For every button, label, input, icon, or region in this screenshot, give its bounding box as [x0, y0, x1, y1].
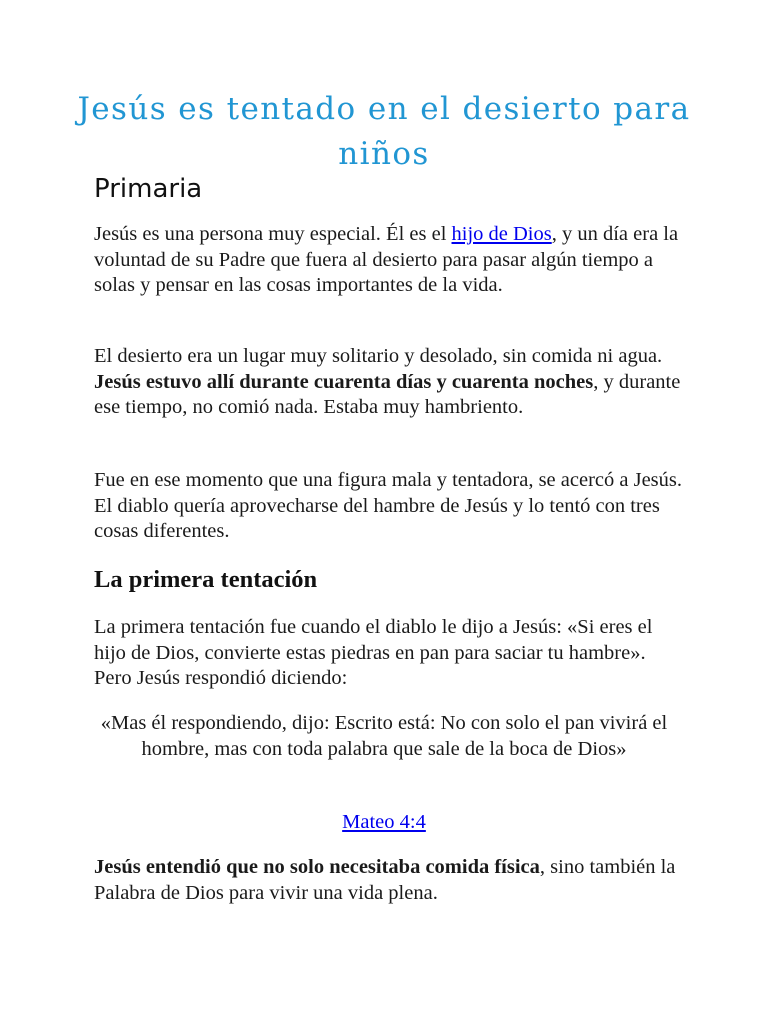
hijo-de-dios-link[interactable]: hijo de Dios — [451, 223, 552, 245]
paragraph-first-temptation: La primera tentación fue cuando el diablo le dijo a Jesús: «Si eres el hijo de Dios, convierte estas piedras en pan para saciar tu hambre». Pero Jesús respondió diciendo: — [94, 616, 653, 689]
paragraph-intro-text-1: Jesús es una persona muy especial. Él es el — [94, 223, 452, 245]
paragraph-desert — [94, 344, 684, 421]
paragraph-intro-text-2: , y un día era la voluntad de su Padre que fuera al desierto para pasar algún tiempo a solas y pensar en las cosas importantes de la vida. — [94, 223, 679, 296]
scripture-reference — [94, 810, 674, 836]
paragraph-conclusion-bold: Jesús entendió que no solo necesitaba comida física — [94, 856, 540, 878]
section-subtitle: Primaria — [94, 174, 203, 204]
paragraph-desert-bold: Jesús estuvo allí durante cuarenta días y cuarenta noches — [94, 370, 594, 393]
page-title: Jesús es tentado en el desierto para niños — [77, 91, 691, 172]
paragraph-desert-text-1: El desierto era un lugar muy solitario y desolado, sin comida ni agua. — [94, 345, 663, 367]
section-heading-first-temptation: La primera tentación — [94, 566, 318, 593]
mateo-reference-link[interactable]: Mateo 4:4 — [342, 811, 426, 833]
paragraph-temptation-intro: Fue en ese momento que una figura mala y tentadora, se acercó a Jesús. El diablo quería aprovecharse del hambre de Jesús y lo tentó con tres cosas diferentes. — [94, 469, 683, 542]
paragraph-desert-text-2: , y durante ese tiempo, no comió nada. Estaba muy hambriento. — [94, 370, 681, 418]
scripture-quote: «Mas él respondiendo, dijo: Escrito está: No con solo el pan vivirá el hombre, mas con toda palabra que sale de la boca de Dios» — [100, 712, 668, 760]
paragraph-intro — [94, 222, 684, 299]
paragraph-conclusion-text: , sino también la Palabra de Dios para vivir una vida plena. — [94, 856, 676, 904]
paragraph-conclusion — [94, 855, 684, 906]
